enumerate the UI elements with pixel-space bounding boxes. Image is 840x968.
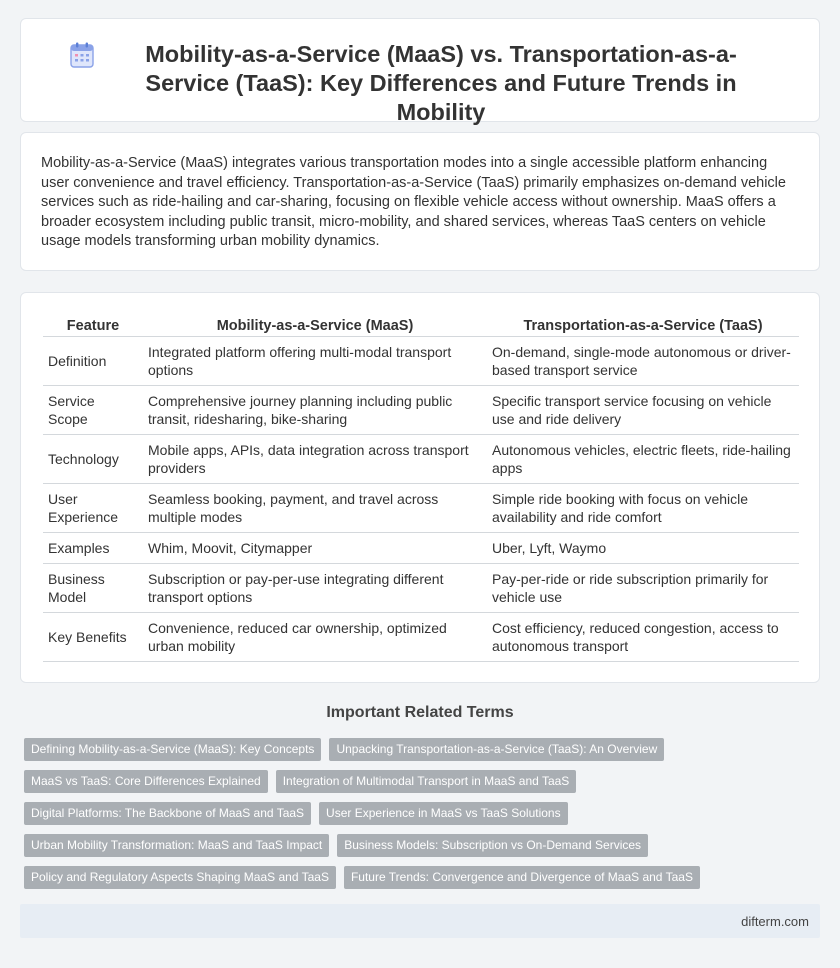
feature-cell: User Experience	[43, 484, 143, 533]
taas-cell: Simple ride booking with focus on vehicle availability and ride comfort	[487, 484, 799, 533]
taas-cell: Cost efficiency, reduced congestion, access to autonomous transport	[487, 613, 799, 662]
related-term-link[interactable]: Policy and Regulatory Aspects Shaping MaaS and TaaS	[24, 866, 336, 889]
header-feature: Feature	[43, 311, 143, 337]
table-row	[43, 533, 799, 564]
tag-row	[24, 770, 824, 793]
taas-cell: On-demand, single-mode autonomous or driver-based transport service	[487, 337, 799, 386]
maas-cell: Subscription or pay-per-use integrating different transport options	[143, 564, 487, 613]
maas-cell: Seamless booking, payment, and travel across multiple modes	[143, 484, 487, 533]
tag-row	[24, 802, 824, 825]
table-row	[43, 613, 799, 662]
tag-row	[24, 738, 824, 761]
maas-cell: Integrated platform offering multi-modal transport options	[143, 337, 487, 386]
feature-cell: Key Benefits	[43, 613, 143, 662]
comparison-table-card	[20, 292, 820, 683]
related-term-link[interactable]: MaaS vs TaaS: Core Differences Explained	[24, 770, 268, 793]
related-term-link[interactable]: User Experience in MaaS vs TaaS Solutions	[319, 802, 568, 825]
table-row	[43, 435, 799, 484]
related-term-link[interactable]: Digital Platforms: The Backbone of MaaS and TaaS	[24, 802, 311, 825]
header-taas: Transportation-as-a-Service (TaaS)	[487, 311, 799, 337]
table-row	[43, 484, 799, 533]
related-term-link[interactable]: Future Trends: Convergence and Divergence of MaaS and TaaS	[344, 866, 700, 889]
tag-row	[24, 866, 824, 889]
feature-cell: Examples	[43, 533, 143, 564]
tag-row	[24, 834, 824, 857]
intro-paragraph: Mobility-as-a-Service (MaaS) integrates various transportation modes into a single accessible platform enhancing user convenience and travel efficiency. Transportation-as-a-Service (TaaS) primarily emphasizes on-demand vehicle services such as ride-hailing and car-sharing, focusing on flexible vehicle access without ownership. MaaS offers a broader ecosystem including public transit, micro-mobility, and shared services, whereas TaaS centers on vehicle usage models transforming urban mobility dynamics.	[41, 155, 786, 249]
feature-cell: Technology	[43, 435, 143, 484]
page-title: Mobility-as-a-Service (MaaS) vs. Transportation-as-a-Service (TaaS): Key Differences and Future Trends in Mobility	[145, 40, 737, 125]
taas-cell: Uber, Lyft, Waymo	[487, 533, 799, 564]
related-term-link[interactable]: Business Models: Subscription vs On-Demand Services	[337, 834, 648, 857]
related-term-link[interactable]: Urban Mobility Transformation: MaaS and TaaS Impact	[24, 834, 329, 857]
related-term-link[interactable]: Integration of Multimodal Transport in MaaS and TaaS	[276, 770, 577, 793]
taas-cell: Specific transport service focusing on vehicle use and ride delivery	[487, 386, 799, 435]
feature-cell: Business Model	[43, 564, 143, 613]
related-terms-list	[24, 738, 824, 898]
related-terms-title: Important Related Terms	[326, 704, 514, 721]
footer	[20, 904, 820, 938]
feature-cell: Definition	[43, 337, 143, 386]
header-maas: Mobility-as-a-Service (MaaS)	[143, 311, 487, 337]
maas-cell: Whim, Moovit, Citymapper	[143, 533, 487, 564]
document-icon	[70, 42, 94, 68]
related-term-link[interactable]: Unpacking Transportation-as-a-Service (TaaS): An Overview	[329, 738, 664, 761]
table-row	[43, 564, 799, 613]
table-header-row	[43, 311, 799, 337]
taas-cell: Pay-per-ride or ride subscription primarily for vehicle use	[487, 564, 799, 613]
site-name[interactable]: difterm.com	[741, 913, 809, 929]
feature-cell: Service Scope	[43, 386, 143, 435]
comparison-table	[43, 311, 799, 662]
taas-cell: Autonomous vehicles, electric fleets, ride-hailing apps	[487, 435, 799, 484]
related-term-link[interactable]: Defining Mobility-as-a-Service (MaaS): Key Concepts	[24, 738, 321, 761]
maas-cell: Mobile apps, APIs, data integration across transport providers	[143, 435, 487, 484]
header-card	[20, 18, 820, 125]
table-row	[43, 337, 799, 386]
table-row	[43, 386, 799, 435]
maas-cell: Convenience, reduced car ownership, optimized urban mobility	[143, 613, 487, 662]
maas-cell: Comprehensive journey planning including public transit, ridesharing, bike-sharing	[143, 386, 487, 435]
intro-card	[20, 132, 820, 271]
